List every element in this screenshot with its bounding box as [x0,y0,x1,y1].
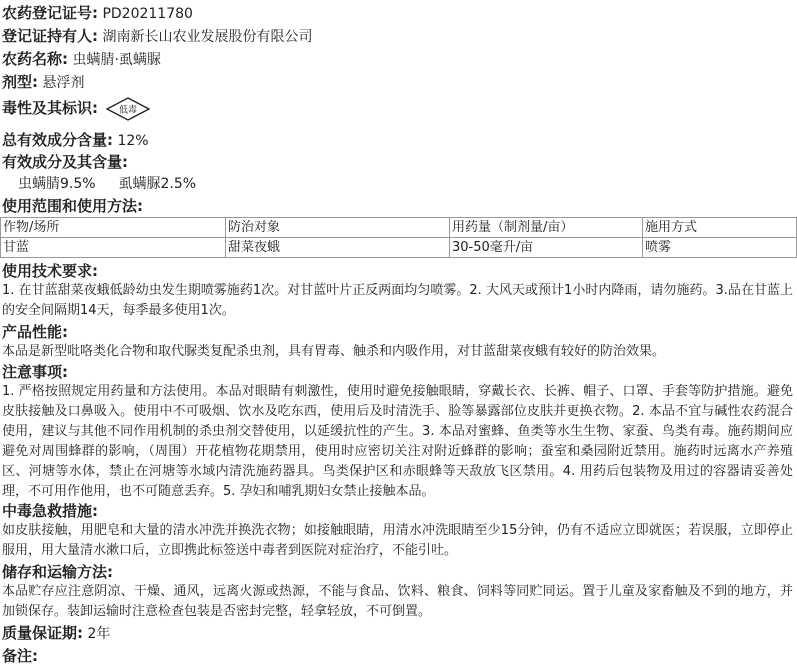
usage-table-cell: 甜菜夜蛾 [226,238,450,258]
storage-label: 储存和运输方法: [2,563,113,581]
total-content-line [2,131,149,150]
usage-table-cell: 喷雾 [643,238,797,258]
pesticide-name-value: 虫螨腈·虱螨脲 [72,52,161,68]
performance-heading [2,323,68,342]
diamond-toxicity-icon [106,97,150,121]
toxicity-badge-text: 低毒 [119,105,138,116]
pesticide-name-line [2,50,161,69]
formulation-label: 剂型: [2,73,38,91]
ingredient-item: 虫螨腈9.5% [18,176,96,192]
usage-table-cell: 甘蓝 [1,238,226,258]
total-content-label: 总有效成分含量: [2,131,113,149]
usage-table-row [1,238,797,258]
usage-table [0,217,797,258]
remarks-line [2,647,38,666]
ingredients-label: 有效成分及其含量: [2,153,128,171]
performance-label: 产品性能: [2,323,68,341]
ingredient-item: 虱螨脲2.5% [118,176,197,192]
registration-holder-label: 登记证持有人: [2,27,98,45]
registration-number-label: 农药登记证号: [2,4,98,22]
usage-table-header-cell: 防治对象 [226,218,450,238]
remarks-label: 备注: [2,647,38,665]
registration-number-line [2,4,193,23]
technique-heading [2,262,98,281]
shelf-life-line [2,624,110,643]
usage-table-header-cell: 施用方式 [643,218,797,238]
usage-label: 使用范围和使用方法: [2,197,143,215]
performance-text: 本品是新型吡咯类化合物和取代脲类复配杀虫剂，具有胃毒、触杀和内吸作用，对甘蓝甜菜夜蛾有较好的防治效果。 [2,344,666,359]
registration-holder-line [2,27,312,46]
registration-number-value: PD20211780 [102,6,193,22]
shelf-life-value: 2年 [87,626,111,642]
toxicity-label: 毒性及其标识: [2,99,98,117]
toxicity-line [2,95,150,122]
technique-text: 1. 在甘蓝甜菜夜蛾低龄幼虫发生期喷雾施药1次。对甘蓝叶片正反两面均匀喷雾。2. 大风天或预计1小时内降雨，请勿施药。3.品在甘蓝上的安全间隔期14天，每季最多使用1次。 [2,283,793,318]
total-content-value: 12% [117,133,149,149]
usage-table-header-row [1,218,797,238]
first-aid-label: 中毒急救措施: [2,502,98,520]
storage-text: 本品贮存应注意阴凉、干燥、通风，远离火源或热源，不能与食品、饮料、粮食、饲料等同贮同运。置于儿童及家畜触及不到的地方，并加锁保存。装卸运输时注意检查包装是否密封完整，轻拿轻放，不可倒置。 [2,584,793,619]
pesticide-name-label: 农药名称: [2,50,68,68]
storage-heading [2,563,113,582]
precautions-heading [2,363,68,382]
usage-table-cell: 30-50毫升/亩 [450,238,643,258]
formulation-value: 悬浮剂 [42,75,85,91]
shelf-life-label: 质量保证期: [2,624,83,642]
technique-label: 使用技术要求: [2,262,98,280]
usage-table-header-cell: 用药量（制剂量/亩） [450,218,643,238]
first-aid-heading [2,502,98,521]
precautions-label: 注意事项: [2,363,68,381]
usage-heading [2,197,143,216]
usage-table-header-cell: 作物/场所 [1,218,226,238]
registration-holder-value: 湖南新长山农业发展股份有限公司 [102,29,313,45]
precautions-text: 1. 严格按照规定用药量和方法使用。本品对眼睛有刺激性，使用时避免接触眼睛，穿戴长衣、长裤、帽子、口罩、手套等防护措施。避免皮肤接触及口鼻吸入。使用中不可吸烟、饮水及吃东西，使用后及时清洗手、脸等暴露部位皮肤并更换衣物。2. 本品不宜与碱性农药混合使用，建议与其他不同作用机制的杀虫剂交替使用，以延缓抗性的产生。3. 本品对蜜蜂、鱼类等水生生物、家蚕、鸟类有毒。施药期间应避免对周围蜂群的影响，（周围）开花植物花期禁用，使用时应密切关注对附近蜂群的影响；蚕室和桑园附近禁用。施药时远离水产养殖区、河塘等水体，禁止在河塘等水域内清洗施药器具。鸟类保护区和赤眼蜂等天敌放飞区禁用。4. 用药后包装物及用过的容器请妥善处理，不可用作他用，也不可随意丢弃。5. 孕妇和哺乳期妇女禁止接触本品。 [2,384,793,499]
ingredients-heading [2,153,128,172]
ingredients-list [18,175,196,193]
first-aid-text: 如皮肤接触，用肥皂和大量的清水冲洗并换洗衣物；如接触眼睛，用清水冲洗眼睛至少15分钟，仍有不适应立即就医；若误服，立即停止服用，用大量清水漱口后，立即携此标签送中毒者到医院对症治疗，不能引吐。 [2,523,793,558]
formulation-line [2,73,84,92]
